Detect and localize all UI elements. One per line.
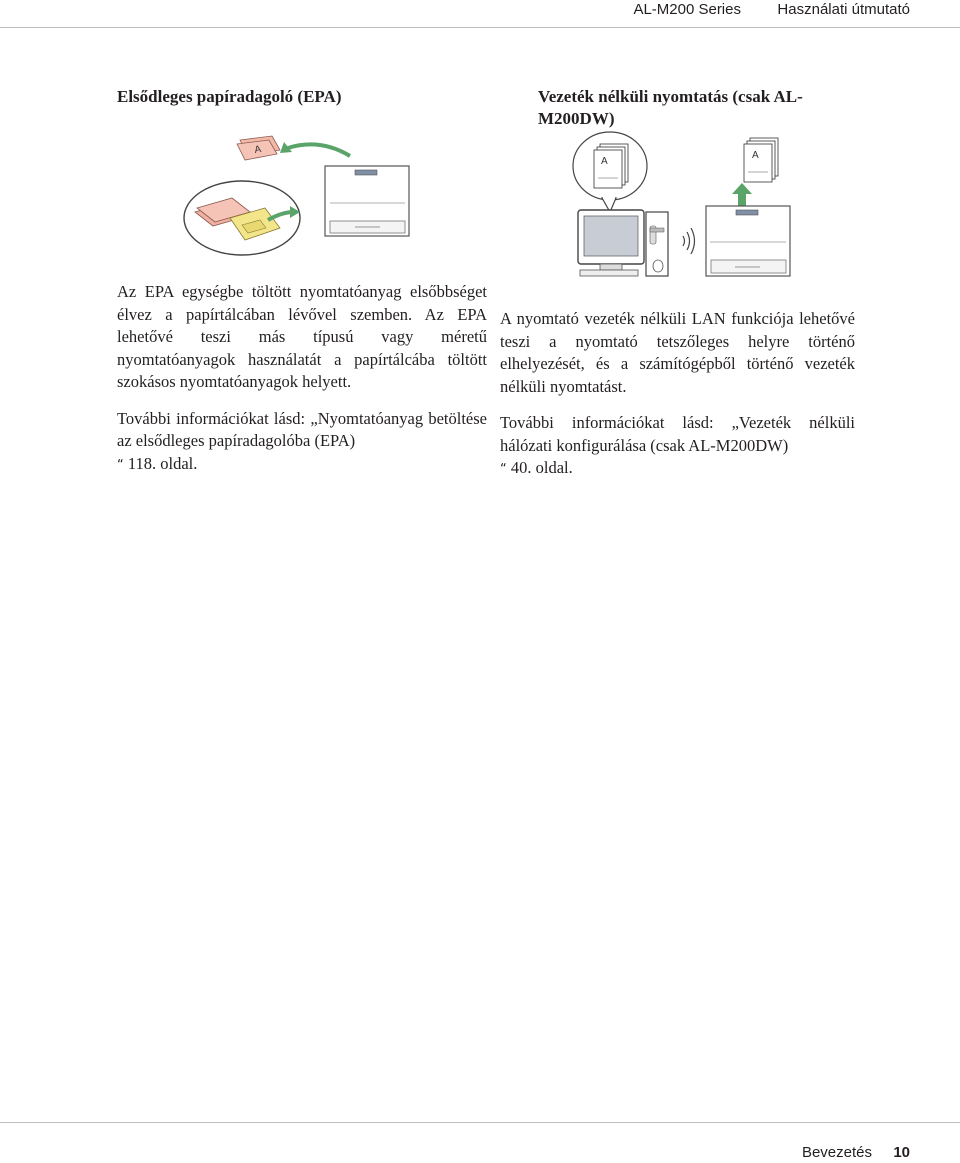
wireless-printer-icon bbox=[706, 206, 790, 276]
bubble-paper-letter: A bbox=[601, 156, 608, 167]
printed-pages-icon bbox=[744, 138, 778, 182]
page-number: 10 bbox=[893, 1144, 910, 1161]
paper-letter: A bbox=[253, 143, 263, 156]
computer-icon bbox=[578, 210, 668, 276]
running-header bbox=[0, 0, 960, 28]
wireless-crossref-link[interactable]: „Vezeték nélküli hálózati konfigurálása (csak AL-M200DW) bbox=[500, 413, 855, 455]
wireless-crossref-page[interactable]: 40. oldal. bbox=[506, 458, 573, 477]
wireless-more-info-prefix: További információkat lásd: bbox=[500, 413, 732, 432]
printer-icon bbox=[325, 166, 409, 236]
wireless-illustration bbox=[570, 128, 800, 280]
epa-description: Az EPA egységbe töltött nyomtatóanyag elsőbbséget élvez a papírtálcában lévővel szemben. Az EPA lehetővé teszi más típusú vagy méretű nyomtatóanyagok használatát a papírtálcába töltött szokásos nyomtatóanyagok helyett. bbox=[117, 282, 487, 391]
wireless-more-info bbox=[500, 412, 855, 482]
running-footer bbox=[0, 1122, 960, 1163]
epa-more-info bbox=[117, 408, 487, 478]
wireless-description: A nyomtató vezeték nélküli LAN funkciója lehetővé teszi a nyomtató tetszőleges helyre történő elhelyezését, és a számítógépből történő vezeték nélküli nyomtatást. bbox=[500, 309, 855, 396]
wireless-heading: Vezeték nélküli nyomtatás (csak AL-M200DW) bbox=[538, 87, 803, 128]
wireless-crossref-arrow: “ bbox=[500, 462, 507, 477]
output-arrow bbox=[732, 183, 752, 206]
footer-section-name: Bevezetés bbox=[801, 1144, 872, 1161]
epa-crossref-link[interactable]: „Nyomtatóanyag betöltése az elsődleges papíradagolóba (EPA) bbox=[117, 408, 488, 450]
epa-heading: Elsődleges papíradagoló (EPA) bbox=[117, 87, 342, 106]
right-column-heading-wrap bbox=[538, 86, 838, 130]
feed-arrow-top bbox=[288, 144, 350, 156]
wifi-icon bbox=[683, 228, 695, 254]
epa-illustration bbox=[180, 128, 420, 258]
output-paper-letter: A bbox=[752, 150, 759, 161]
left-column-heading-wrap bbox=[117, 86, 487, 108]
epa-more-info-prefix: További információkat lásd: bbox=[117, 408, 311, 428]
header-series: AL-M200 Series bbox=[633, 1, 741, 18]
paper-sheet-icon bbox=[237, 136, 280, 160]
print-job-bubble bbox=[573, 132, 647, 212]
header-guide-title: Használati útmutató bbox=[777, 1, 910, 18]
epa-crossref-page[interactable]: 118. oldal. bbox=[123, 453, 198, 473]
left-column-body bbox=[117, 281, 487, 477]
epa-crossref-arrow: “ bbox=[117, 457, 124, 473]
right-column-body bbox=[500, 308, 855, 482]
